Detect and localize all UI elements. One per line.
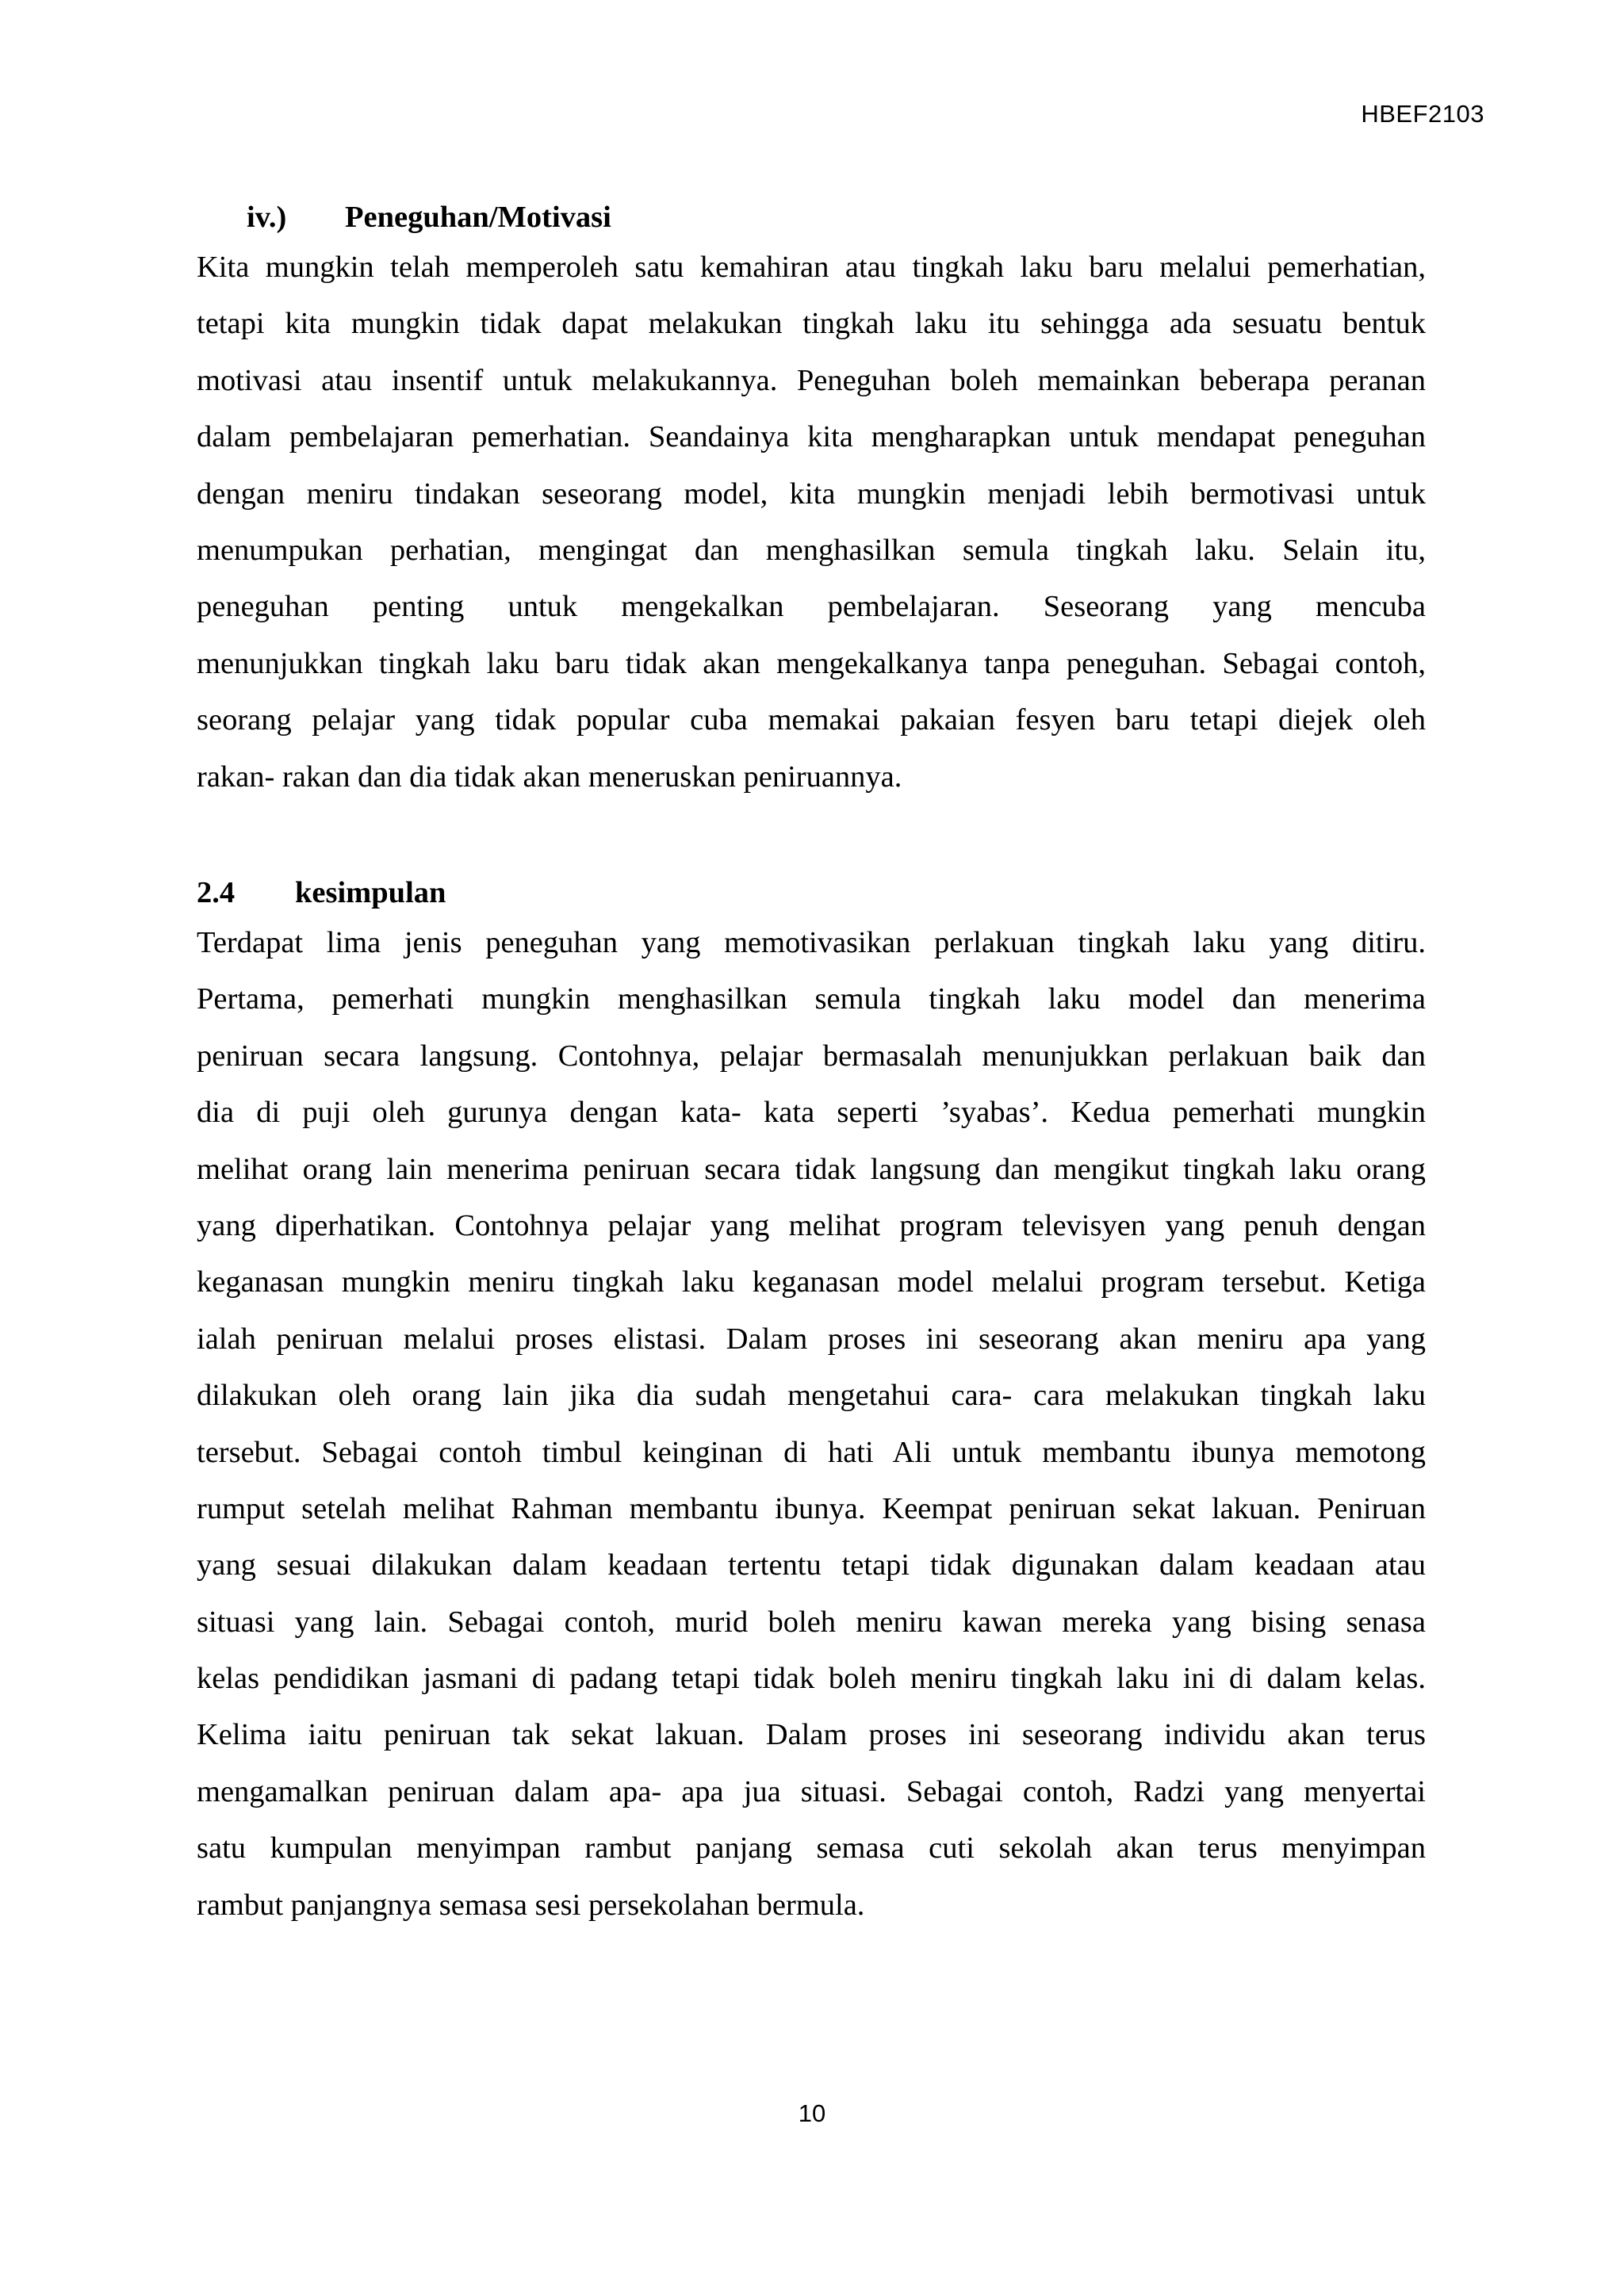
- text-line: menumpukan perhatian, mengingat dan menghasilkan semula tingkah laku. Selain itu,: [197, 533, 1426, 567]
- text-line: Pertama, pemerhati mungkin menghasilkan semula tingkah laku model dan menerima: [197, 982, 1426, 1016]
- section-number: iv.): [247, 201, 287, 234]
- text-line: ialah peniruan melalui proses elistasi. Dalam proses ini seseorang akan meniru apa yang: [197, 1322, 1426, 1356]
- section-number: 2.4: [197, 876, 236, 909]
- course-code: HBEF2103: [1361, 100, 1484, 128]
- text-line: dengan meniru tindakan seseorang model, kita mungkin menjadi lebih bermotivasi untuk: [197, 476, 1426, 511]
- section-title: Peneguhan/Motivasi: [345, 201, 611, 234]
- text-line: menunjukkan tingkah laku baru tidak akan mengekalkanya tanpa peneguhan. Sebagai contoh,: [197, 646, 1426, 680]
- section-heading: [197, 195, 1426, 239]
- text-line: dalam pembelajaran pemerhatian. Seandainya kita mengharapkan untuk mendapat peneguhan: [197, 420, 1426, 454]
- text-line: satu kumpulan menyimpan rambut panjang semasa cuti sekolah akan terus menyimpan: [197, 1831, 1426, 1866]
- text-line: dilakukan oleh orang lain jika dia sudah mengetahui cara- cara melakukan tingkah laku: [197, 1379, 1426, 1413]
- section-kesimpulan: [197, 871, 1426, 1934]
- text-line: peneguhan penting untuk mengekalkan pembelajaran. Seseorang yang mencuba: [197, 590, 1426, 624]
- section-peneguhan-motivasi: [197, 195, 1426, 806]
- text-line: rambut panjangnya semasa sesi persekolahan bermula.: [197, 1888, 865, 1922]
- text-line: yang sesuai dilakukan dalam keadaan tertentu tetapi tidak digunakan dalam keadaan atau: [197, 1548, 1426, 1582]
- page-number: 10: [798, 2099, 826, 2127]
- text-line: peniruan secara langsung. Contohnya, pelajar bermasalah menunjukkan perlakuan baik dan: [197, 1039, 1426, 1073]
- section-heading: [197, 871, 1426, 915]
- text-line: rumput setelah melihat Rahman membantu ibunya. Keempat peniruan sekat lakuan. Peniruan: [197, 1491, 1426, 1525]
- text-line: Terdapat lima jenis peneguhan yang memotivasikan perlakuan tingkah laku yang ditiru.: [197, 926, 1426, 959]
- text-line: dia di puji oleh gurunya dengan kata- kata seperti ’syabas’. Kedua pemerhati mungkin: [197, 1096, 1426, 1130]
- text-line: melihat orang lain menerima peniruan secara tidak langsung dan mengikut tingkah laku orang: [197, 1152, 1426, 1186]
- text-line: yang diperhatikan. Contohnya pelajar yang melihat program televisyen yang penuh dengan: [197, 1208, 1426, 1242]
- text-line: tersebut. Sebagai contoh timbul keinginan di hati Ali untuk membantu ibunya memotong: [197, 1435, 1426, 1469]
- paragraph: [197, 915, 1426, 1934]
- text-line: rakan- rakan dan dia tidak akan meneruskan peniruannya.: [197, 760, 902, 794]
- text-line: Kelima iaitu peniruan tak sekat lakuan. Dalam proses ini seseorang individu akan terus: [197, 1718, 1426, 1752]
- text-line: mengamalkan peniruan dalam apa- apa jua situasi. Sebagai contoh, Radzi yang menyertai: [197, 1774, 1426, 1808]
- text-line: motivasi atau insentif untuk melakukannya. Peneguhan boleh memainkan beberapa peranan: [197, 363, 1426, 397]
- section-title: kesimpulan: [295, 876, 446, 909]
- paragraph: [197, 239, 1426, 806]
- text-line: seorang pelajar yang tidak popular cuba memakai pakaian fesyen baru tetapi diejek oleh: [197, 703, 1426, 737]
- text-line: situasi yang lain. Sebagai contoh, murid boleh meniru kawan mereka yang bising senasa: [197, 1605, 1426, 1639]
- text-line: keganasan mungkin meniru tingkah laku keganasan model melalui program tersebut. Ketiga: [197, 1265, 1426, 1299]
- text-line: Kita mungkin telah memperoleh satu kemahiran atau tingkah laku baru melalui pemerhatian,: [197, 251, 1426, 284]
- text-line: kelas pendidikan jasmani di padang tetapi tidak boleh meniru tingkah laku ini di dalam kelas.: [197, 1662, 1426, 1696]
- text-line: tetapi kita mungkin tidak dapat melakukan tingkah laku itu sehingga ada sesuatu bentuk: [197, 307, 1426, 341]
